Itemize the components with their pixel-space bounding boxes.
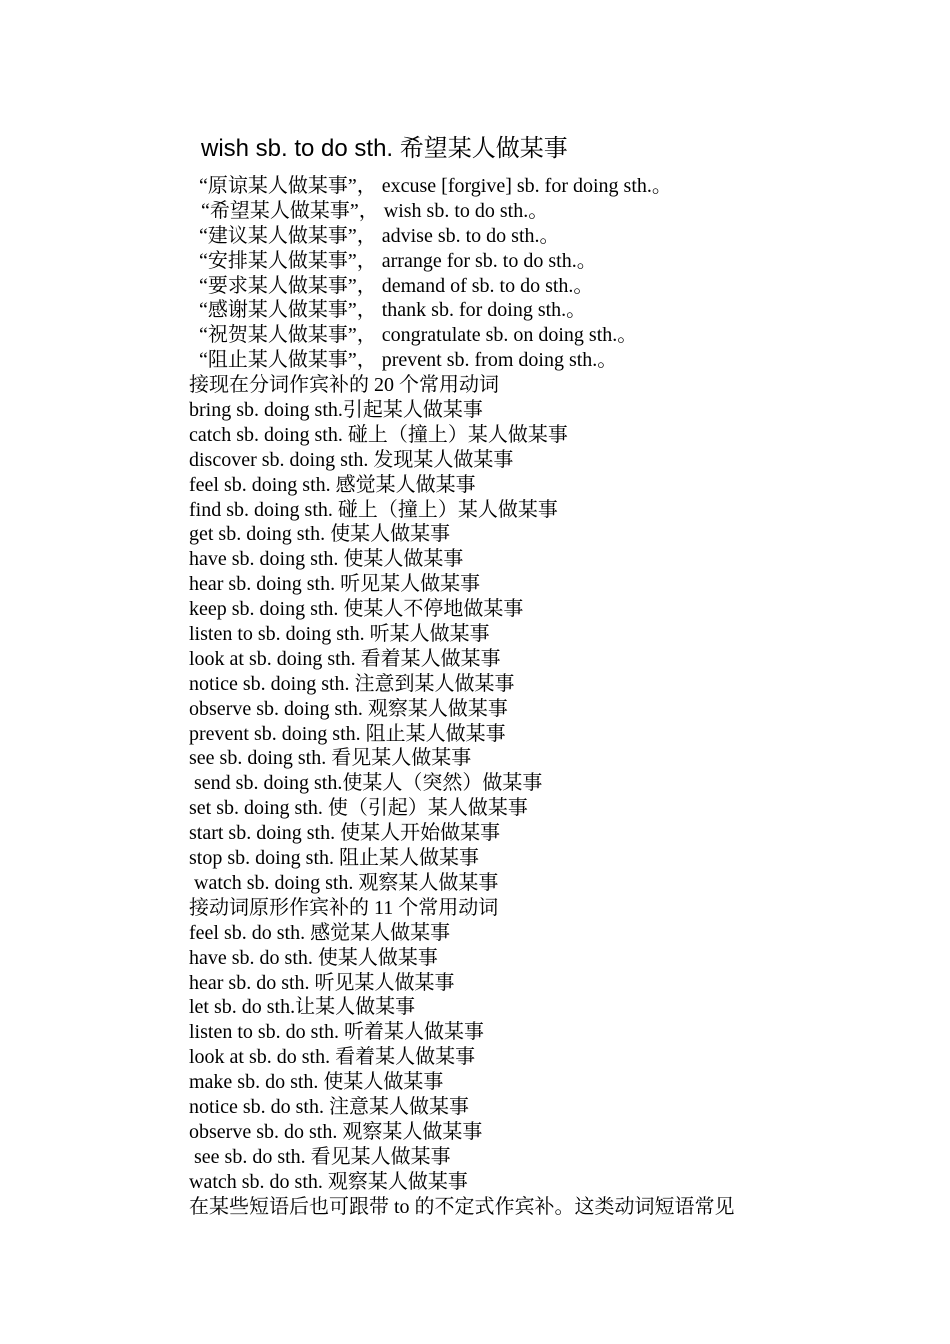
participle-verb-line: start sb. doing sth. 使某人开始做某事 <box>189 822 501 845</box>
participle-verb-line: set sb. doing sth. 使（引起）某人做某事 <box>189 797 528 820</box>
quoted-phrase-line: “原谅某人做某事”， excuse [forgive] sb. for doing sth.。 <box>199 175 672 197</box>
participle-verb-line: listen to sb. doing sth. 听某人做某事 <box>189 623 490 646</box>
page-heading <box>201 133 568 164</box>
section-title-participle: 接现在分词作宾补的 20 个常用动词 <box>189 374 499 397</box>
participle-verb-line: watch sb. doing sth. 观察某人做某事 <box>194 871 499 894</box>
participle-verb-line: stop sb. doing sth. 阻止某人做某事 <box>189 847 480 870</box>
section-title-bare-infinitive: 接动词原形作宾补的 11 个常用动词 <box>189 896 499 919</box>
bare-infinitive-verb-line: feel sb. do sth. 感觉某人做某事 <box>189 921 451 944</box>
bare-infinitive-verb-line: listen to sb. do sth. 听着某人做某事 <box>189 1021 485 1044</box>
quoted-phrase-line: “感谢某人做某事”， thank sb. for doing sth.。 <box>199 299 587 322</box>
bare-infinitive-verb-line: make sb. do sth. 使某人做某事 <box>189 1071 444 1094</box>
bare-infinitive-verb-line: have sb. do sth. 使某人做某事 <box>189 946 438 969</box>
bare-infinitive-verb-line: watch sb. do sth. 观察某人做某事 <box>189 1170 468 1193</box>
bare-infinitive-verb-line: see sb. do sth. 看见某人做某事 <box>194 1145 451 1168</box>
bare-infinitive-verb-line: hear sb. do sth. 听见某人做某事 <box>189 971 455 994</box>
quoted-phrase-line: “安排某人做某事”， arrange for sb. to do sth.。 <box>199 249 597 272</box>
bare-infinitive-verb-line: observe sb. do sth. 观察某人做某事 <box>189 1120 483 1143</box>
participle-verb-line: bring sb. doing sth.引起某人做某事 <box>189 399 483 422</box>
heading-chinese: 希望某人做某事 <box>399 134 568 162</box>
participle-verb-line: send sb. doing sth.使某人（突然）做某事 <box>194 772 543 795</box>
participle-verb-line: discover sb. doing sth. 发现某人做某事 <box>189 448 514 471</box>
participle-verb-line: look at sb. doing sth. 看着某人做某事 <box>189 647 501 670</box>
participle-verb-line: feel sb. doing sth. 感觉某人做某事 <box>189 473 476 496</box>
participle-verb-line: notice sb. doing sth. 注意到某人做某事 <box>189 672 515 695</box>
quoted-phrase-line: “祝贺某人做某事”， congratulate sb. on doing sth.。 <box>199 324 638 347</box>
heading-english: wish sb. to do sth. <box>201 135 394 162</box>
participle-verb-line: observe sb. doing sth. 观察某人做某事 <box>189 697 508 720</box>
participle-verb-line: find sb. doing sth. 碰上（撞上）某人做某事 <box>189 498 558 521</box>
participle-verb-line: see sb. doing sth. 看见某人做某事 <box>189 747 472 770</box>
participle-verb-line: get sb. doing sth. 使某人做某事 <box>189 523 451 546</box>
participle-verb-line: have sb. doing sth. 使某人做某事 <box>189 548 464 571</box>
bare-infinitive-verb-line: let sb. do sth.让某人做某事 <box>189 996 416 1019</box>
participle-verb-line: prevent sb. doing sth. 阻止某人做某事 <box>189 722 506 745</box>
participle-verb-line: keep sb. doing sth. 使某人不停地做某事 <box>189 598 524 621</box>
quoted-phrase-line: “希望某人做某事”， wish sb. to do sth.。 <box>201 199 549 222</box>
quoted-phrase-line: “阻止某人做某事”， prevent sb. from doing sth.。 <box>199 349 618 372</box>
participle-verb-line: hear sb. doing sth. 听见某人做某事 <box>189 573 481 596</box>
closing-paragraph-line: 在某些短语后也可跟带 to 的不定式作宾补。这类动词短语常见 <box>189 1195 735 1218</box>
document-body <box>189 174 889 1219</box>
bare-infinitive-verb-line: look at sb. do sth. 看着某人做某事 <box>189 1046 476 1069</box>
bare-infinitive-verb-line: notice sb. do sth. 注意某人做某事 <box>189 1095 469 1118</box>
quoted-phrase-line: “建议某人做某事”， advise sb. to do sth.。 <box>199 224 560 247</box>
quoted-phrase-line: “要求某人做某事”， demand of sb. to do sth.。 <box>199 274 594 297</box>
participle-verb-line: catch sb. doing sth. 碰上（撞上）某人做某事 <box>189 423 568 446</box>
